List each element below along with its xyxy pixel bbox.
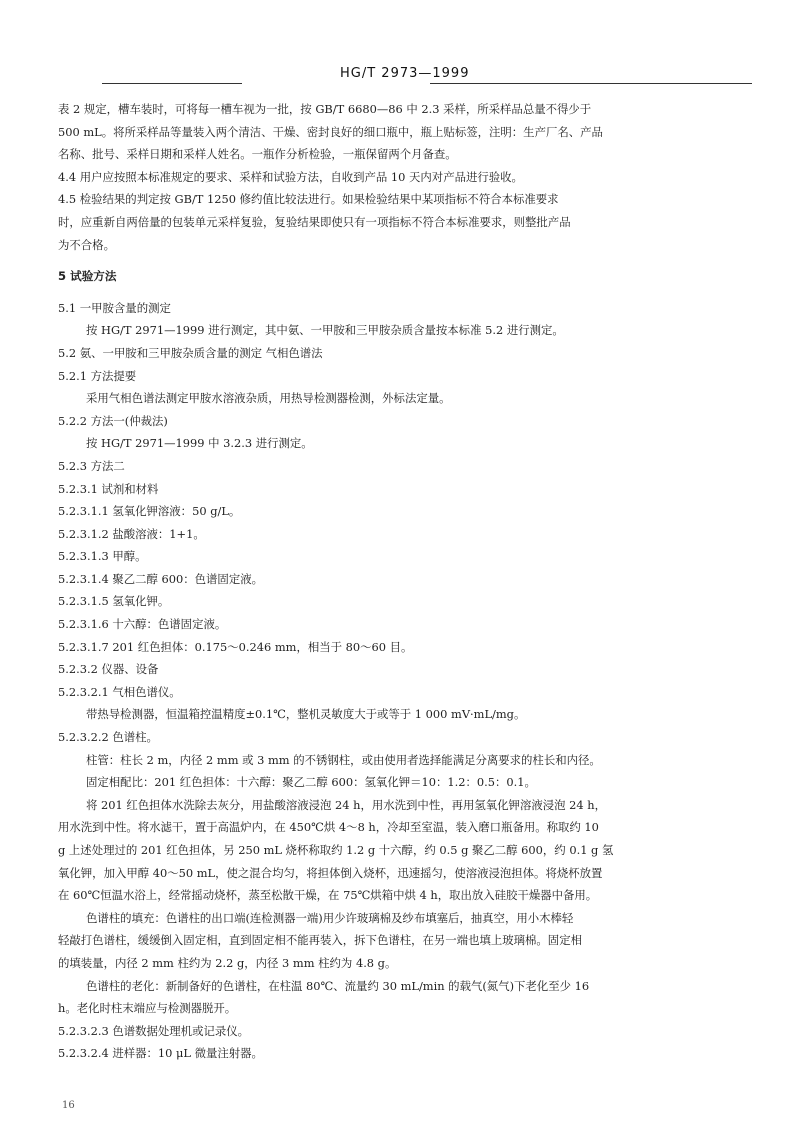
text-line: 时，应重新自两倍量的包装单元采样复验，复验结果即使只有一项指标不符合本标准要求，则整批产品 [58, 214, 571, 229]
text-line: 色谱柱的填充：色谱柱的出口端(连检测器一端)用少许玻璃棉及纱布填塞后，抽真空，用小木棒轻 [86, 910, 574, 925]
header-rule-right [430, 83, 752, 84]
clause-heading: 5.2.1 方法提要 [58, 368, 137, 383]
text-line: 为不合格。 [58, 237, 115, 252]
reagent-item: 5.2.3.1.2 盐酸溶液：1+1。 [58, 526, 205, 541]
reagent-item: 5.2.3.1.4 聚乙二醇 600：色谱固定液。 [58, 571, 263, 586]
equipment-item: 5.2.3.2.4 进样器：10 μL 微量注射器。 [58, 1046, 263, 1061]
text-line: 氧化钾，加入甲醇 40～50 mL，使之混合均匀，将担体倒入烧杯，迅速摇匀，使溶液浸泡担体。将烧杯放置 [58, 865, 603, 880]
clause-heading: 5.2.3 方法二 [58, 458, 125, 473]
text-line: 在 60℃恒温水浴上，经常摇动烧杯，蒸至松散干燥，在 75℃烘箱中烘 4 h，取出放入硅胶干燥器中备用。 [58, 888, 598, 903]
text-line: 按 HG/T 2971—1999 进行测定，其中氨、一甲胺和三甲胺杂质含量按本标准 5.2 进行测定。 [86, 323, 564, 338]
page-header [102, 66, 752, 90]
text-line: 的填装量，内径 2 mm 柱约为 2.2 g，内径 3 mm 柱约为 4.8 g。 [58, 955, 397, 970]
text-line: 带热导检测器，恒温箱控温精度±0.1℃，整机灵敏度大于或等于 1 000 mV·mL/mg。 [86, 707, 526, 722]
clause-4-5: 4.5 检验结果的判定按 GB/T 1250 修约值比较法进行。如果检验结果中某项指标不符合本标准要求 [58, 192, 559, 207]
page-number: 16 [62, 1100, 75, 1111]
text-line: 将 201 红色担体水洗除去灰分，用盐酸溶液浸泡 24 h，用水洗到中性，再用氢氧化钾溶液浸泡 24 h， [86, 797, 606, 812]
text-line: 色谱柱的老化：新制备好的色谱柱，在柱温 80℃、流量约 30 mL/min 的载气(氮气)下老化至少 16 [86, 978, 590, 993]
text-line: 柱管：柱长 2 m，内径 2 mm 或 3 mm 的不锈钢柱，或由使用者选择能满足分离要求的柱长和内径。 [86, 752, 601, 767]
equipment-item: 5.2.3.2.2 色谱柱。 [58, 730, 158, 745]
text-line: 表 2 规定，槽车装时，可将每一槽车视为一批，按 GB/T 6680—86 中 2.3 采样，所采样品总量不得少于 [58, 102, 592, 116]
reagent-item: 5.2.3.1.6 十六醇：色谱固定液。 [58, 617, 227, 632]
text-line: 500 mL。将所采样品等量装入两个清洁、干燥、密封良好的细口瓶中，瓶上贴标签，注明：生产厂名、产品 [58, 124, 603, 139]
text-line: g 上述处理过的 201 红色担体，另 250 mL 烧杯称取约 1.2 g 十六醇，约 0.5 g 聚乙二醇 600，约 0.1 g 氢 [58, 843, 614, 857]
text-line: 按 HG/T 2971—1999 中 3.2.3 进行测定。 [86, 436, 313, 451]
header-rule-left [102, 83, 242, 84]
document-body [58, 98, 748, 1065]
text-line: 采用气相色谱法测定甲胺水溶液杂质，用热导检测器检测，外标法定量。 [86, 391, 451, 406]
text-line: 轻敲打色谱柱，缓缓倒入固定相，直到固定相不能再装入，拆下色谱柱，在另一端也填上玻璃棉。固定相 [58, 933, 582, 948]
text-line: 固定相配比：201 红色担体：十六醇：聚乙二醇 600：氢氧化钾＝10：1.2：0.5：0.1。 [86, 775, 536, 790]
clause-heading: 5.1 一甲胺含量的测定 [58, 300, 171, 315]
equipment-item: 5.2.3.2.3 色谱数据处理机或记录仪。 [58, 1023, 250, 1038]
equipment-item: 5.2.3.2.1 气相色谱仪。 [58, 684, 181, 699]
text-line: 名称、批号、采样日期和采样人姓名。一瓶作分析检验，一瓶保留两个月备查。 [58, 147, 457, 162]
standard-number: HG/T 2973—1999 [340, 66, 470, 81]
reagent-item: 5.2.3.1.5 氢氧化钾。 [58, 594, 170, 609]
clause-heading: 5.2.3.2 仪器、设备 [58, 662, 159, 677]
reagent-item: 5.2.3.1.7 201 红色担体：0.175～0.246 mm，相当于 80～60 目。 [58, 639, 413, 654]
clause-heading: 5.2.3.1 试剂和材料 [58, 481, 159, 496]
text-line: h。老化时柱末端应与检测器脱开。 [58, 1001, 237, 1016]
reagent-item: 5.2.3.1.3 甲醇。 [58, 549, 147, 564]
text-line: 用水洗到中性。将水滤干，置于高温炉内，在 450℃烘 4～8 h，冷却至室温，装入磨口瓶备用。称取约 10 [58, 820, 599, 835]
reagent-item: 5.2.3.1.1 氢氧化钾溶液：50 g/L。 [58, 504, 241, 519]
clause-heading: 5.2 氨、一甲胺和三甲胺杂质含量的测定 气相色谱法 [58, 345, 323, 360]
clause-heading: 5.2.2 方法一(仲裁法) [58, 413, 168, 428]
section-heading: 5 试验方法 [58, 269, 117, 284]
clause-4-4: 4.4 用户应按照本标准规定的要求、采样和试验方法，自收到产品 10 天内对产品进行验收。 [58, 169, 523, 184]
